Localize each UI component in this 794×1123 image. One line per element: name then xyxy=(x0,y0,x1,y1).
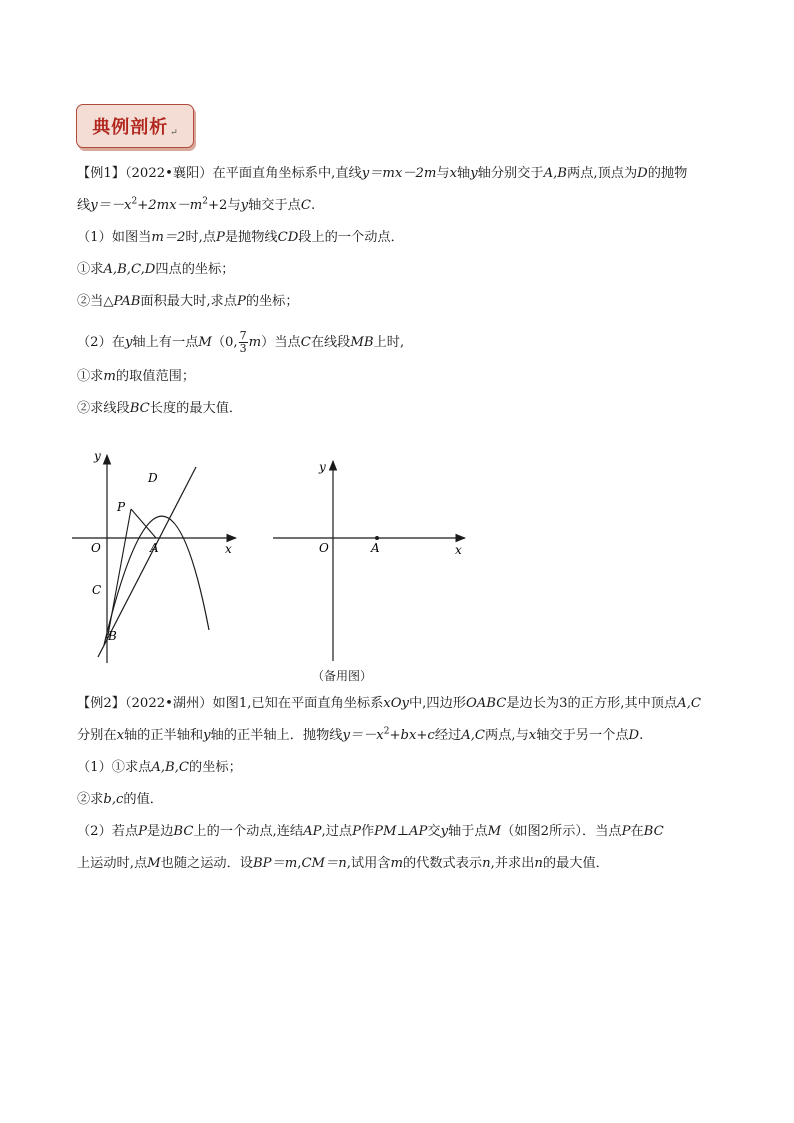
figure-2 xyxy=(265,455,475,665)
ex2-q2: ②求b,c的值． xyxy=(77,792,163,807)
fig2-label-o: O xyxy=(319,541,329,555)
ex1-q4: ②求线段BC长度的最大值． xyxy=(77,401,243,416)
fig1-label-d: D xyxy=(148,471,158,485)
fig1-label-a: A xyxy=(150,541,159,555)
fig2-label-a: A xyxy=(371,541,380,555)
fraction-seven-thirds: $\frac{7}{3}$ xyxy=(239,329,247,355)
fig1-label-p: P xyxy=(117,500,126,514)
fig1-label-y: y xyxy=(94,449,101,463)
ex2-part1: （1）①求点A,B,C的坐标； xyxy=(77,760,242,775)
fig2-label-x: x xyxy=(455,543,462,557)
ex2-line-2: 分别在x轴的正半轴和y轴的正半轴上．抛物线$y=-x^2+bx+c$经过A,C两点,与x轴交于另一个点D. xyxy=(77,726,644,743)
ex2-part2: （2）若点P是边BC上的一个动点,连结AP,过点P作PM⊥AP交y轴于点M（如图2所示）．当点P在BC xyxy=(77,824,664,839)
ex1-part1: （1）如图当m＝2时,点P是抛物线CD段上的一个动点． xyxy=(77,230,404,245)
ex1-source: （2022•襄阳） xyxy=(124,166,213,181)
ex1-line-2: 线$y=-x^2+2mx-m^2+2$与y轴交于点C. xyxy=(77,196,316,213)
ex2-source: （2022•湖州） xyxy=(124,696,213,711)
fig1-label-o: O xyxy=(91,541,101,555)
fig2-label-y: y xyxy=(319,460,326,474)
ex1-tag: 【例1】 xyxy=(77,166,125,181)
ex2-line-8: 上运动时,点M也随之运动．设BP＝m,CM＝n,试用含m的代数式表示n,并求出n的最大值． xyxy=(77,856,609,871)
section-title-box xyxy=(76,104,194,148)
parabola xyxy=(104,516,209,645)
ex1-q3: ①求m的取值范围； xyxy=(77,369,196,384)
paragraph-mark-icon: ↵ xyxy=(170,128,178,138)
point-a xyxy=(375,536,379,540)
fig1-label-b: B xyxy=(108,629,117,643)
ex2-line-1: 【例2】（2022•湖州）如图1,已知在平面直角坐标系xOy中,四边形OABC是边长为3的正方形,其中顶点A,C xyxy=(77,696,701,711)
fig1-label-x: x xyxy=(225,542,232,556)
ex1-q1: ①求A,B,C,D四点的坐标； xyxy=(77,262,235,277)
ex1-part2: （2）在y轴上有一点M（0, $\frac{7}{3}$ m）当点C在线段MB上时, xyxy=(77,329,405,355)
figure-1 xyxy=(60,445,260,670)
segment-pa xyxy=(131,509,156,538)
ex1-q2: ②当△PAB面积最大时,求点P的坐标； xyxy=(77,294,299,309)
figure-2-caption: （备用图） xyxy=(312,669,373,683)
fig1-label-c: C xyxy=(92,583,102,597)
ex2-tag: 【例2】 xyxy=(77,696,125,711)
section-title: 典例剖析 xyxy=(92,117,169,138)
ex1-line-1: 【例1】（2022•襄阳）在平面直角坐标系中,直线y＝mx－2m与x轴y轴分别交于A,B两点,顶点为D的抛物 xyxy=(77,166,688,181)
